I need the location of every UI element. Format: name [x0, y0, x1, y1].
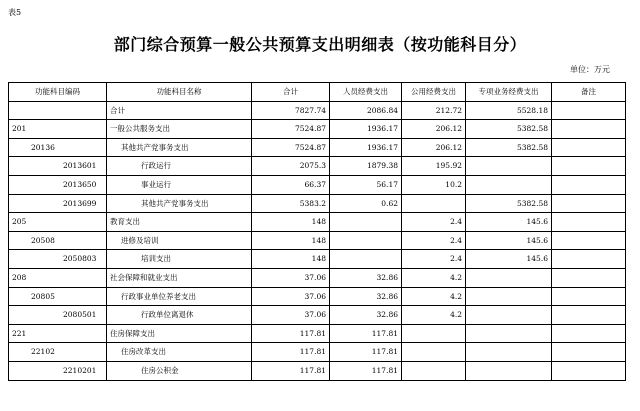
- table-row: [9, 268, 626, 287]
- cell-code: 2013650: [9, 175, 107, 194]
- cell-special: [466, 324, 552, 343]
- col-header-public: 公用经费支出: [402, 83, 466, 102]
- cell-code: 20508: [9, 231, 107, 250]
- table-row: [9, 213, 626, 232]
- cell-public: 10.2: [402, 175, 466, 194]
- table-row: [9, 306, 626, 325]
- cell-note: [552, 194, 626, 213]
- cell-name: 行政事业单位养老支出: [107, 287, 252, 306]
- cell-note: [552, 250, 626, 269]
- col-header-code: 功能科目编码: [9, 83, 107, 102]
- cell-special: [466, 268, 552, 287]
- table-header-row: [9, 83, 626, 102]
- cell-name: 事业运行: [107, 175, 252, 194]
- cell-name: 行政运行: [107, 157, 252, 176]
- cell-total: 37.06: [252, 306, 330, 325]
- cell-total: 37.06: [252, 268, 330, 287]
- cell-code: 205: [9, 213, 107, 232]
- cell-personnel: 117.81: [330, 361, 402, 380]
- cell-public: 2.4: [402, 250, 466, 269]
- table-row: [9, 324, 626, 343]
- cell-special: 5382.58: [466, 120, 552, 139]
- cell-code: 221: [9, 324, 107, 343]
- cell-code: 208: [9, 268, 107, 287]
- table-row: [9, 101, 626, 120]
- cell-note: [552, 157, 626, 176]
- table-row: [9, 343, 626, 362]
- cell-total: 148: [252, 250, 330, 269]
- cell-total: 37.06: [252, 287, 330, 306]
- cell-total: 7524.87: [252, 120, 330, 139]
- cell-personnel: 1936.17: [330, 138, 402, 157]
- table-row: [9, 138, 626, 157]
- cell-code: 201: [9, 120, 107, 139]
- cell-name: 教育支出: [107, 213, 252, 232]
- cell-public: 4.2: [402, 287, 466, 306]
- cell-public: [402, 361, 466, 380]
- cell-code: 2210201: [9, 361, 107, 380]
- cell-name: 合计: [107, 101, 252, 120]
- cell-name: 一般公共服务支出: [107, 120, 252, 139]
- cell-special: 145.6: [466, 250, 552, 269]
- cell-code: 20136: [9, 138, 107, 157]
- page-title: 部门综合预算一般公共预算支出明细表（按功能科目分）: [113, 35, 527, 54]
- cell-total: 117.81: [252, 324, 330, 343]
- cell-note: [552, 101, 626, 120]
- cell-public: [402, 324, 466, 343]
- cell-personnel: 0.62: [330, 194, 402, 213]
- cell-special: [466, 175, 552, 194]
- cell-total: 117.81: [252, 361, 330, 380]
- cell-personnel: 32.86: [330, 306, 402, 325]
- cell-name: 住房改革支出: [107, 343, 252, 362]
- table-label: 表5: [8, 8, 22, 17]
- col-header-total: 合计: [252, 83, 330, 102]
- cell-personnel: 117.81: [330, 324, 402, 343]
- cell-name: 住房保障支出: [107, 324, 252, 343]
- cell-note: [552, 268, 626, 287]
- col-header-name: 功能科目名称: [107, 83, 252, 102]
- cell-note: [552, 231, 626, 250]
- cell-public: 4.2: [402, 268, 466, 287]
- cell-name: 行政单位离退休: [107, 306, 252, 325]
- cell-special: 5528.18: [466, 101, 552, 120]
- cell-total: 66.37: [252, 175, 330, 194]
- cell-personnel: 32.86: [330, 287, 402, 306]
- cell-total: 148: [252, 213, 330, 232]
- cell-total: 117.81: [252, 343, 330, 362]
- cell-public: 206.12: [402, 120, 466, 139]
- cell-note: [552, 343, 626, 362]
- cell-code: 2050803: [9, 250, 107, 269]
- table-row: [9, 287, 626, 306]
- expenditure-table: [8, 82, 626, 381]
- col-header-special: 专项业务经费支出: [466, 83, 552, 102]
- cell-public: 195.92: [402, 157, 466, 176]
- cell-personnel: 1879.38: [330, 157, 402, 176]
- cell-name: 进修及培训: [107, 231, 252, 250]
- cell-public: [402, 194, 466, 213]
- cell-code: 2013699: [9, 194, 107, 213]
- cell-name: 培训支出: [107, 250, 252, 269]
- cell-note: [552, 120, 626, 139]
- cell-special: 145.6: [466, 231, 552, 250]
- cell-note: [552, 175, 626, 194]
- cell-special: 5382.58: [466, 138, 552, 157]
- cell-code: 20805: [9, 287, 107, 306]
- table-row: [9, 120, 626, 139]
- cell-personnel: 1936.17: [330, 120, 402, 139]
- table-row: [9, 194, 626, 213]
- cell-total: 5383.2: [252, 194, 330, 213]
- cell-public: 2.4: [402, 231, 466, 250]
- col-header-personnel: 人员经费支出: [330, 83, 402, 102]
- cell-note: [552, 361, 626, 380]
- cell-special: [466, 157, 552, 176]
- cell-personnel: 32.86: [330, 268, 402, 287]
- cell-public: 212.72: [402, 101, 466, 120]
- cell-name: 社会保障和就业支出: [107, 268, 252, 287]
- cell-personnel: 117.81: [330, 343, 402, 362]
- cell-note: [552, 213, 626, 232]
- cell-personnel: [330, 213, 402, 232]
- unit-label: 单位：万元: [570, 65, 610, 74]
- col-header-note: 备注: [552, 83, 626, 102]
- cell-special: [466, 343, 552, 362]
- cell-public: 4.2: [402, 306, 466, 325]
- cell-special: [466, 306, 552, 325]
- table-row: [9, 175, 626, 194]
- cell-public: 206.12: [402, 138, 466, 157]
- cell-personnel: [330, 250, 402, 269]
- table-row: [9, 157, 626, 176]
- cell-public: 2.4: [402, 213, 466, 232]
- cell-code: 2013601: [9, 157, 107, 176]
- cell-name: 其他共产党事务支出: [107, 138, 252, 157]
- table-row: [9, 250, 626, 269]
- cell-total: 2075.3: [252, 157, 330, 176]
- cell-name: 住房公积金: [107, 361, 252, 380]
- cell-special: [466, 361, 552, 380]
- table-body: [9, 101, 626, 380]
- cell-personnel: 2086.84: [330, 101, 402, 120]
- cell-special: [466, 287, 552, 306]
- cell-total: 7524.87: [252, 138, 330, 157]
- cell-special: 145.6: [466, 213, 552, 232]
- cell-code: 22102: [9, 343, 107, 362]
- table-row: [9, 231, 626, 250]
- cell-public: [402, 343, 466, 362]
- cell-code: 2080501: [9, 306, 107, 325]
- cell-note: [552, 306, 626, 325]
- cell-code: [9, 101, 107, 120]
- cell-special: 5382.58: [466, 194, 552, 213]
- cell-total: 7827.74: [252, 101, 330, 120]
- cell-total: 148: [252, 231, 330, 250]
- cell-name: 其他共产党事务支出: [107, 194, 252, 213]
- cell-note: [552, 138, 626, 157]
- cell-note: [552, 287, 626, 306]
- cell-personnel: [330, 231, 402, 250]
- cell-personnel: 56.17: [330, 175, 402, 194]
- cell-note: [552, 324, 626, 343]
- table-row: [9, 361, 626, 380]
